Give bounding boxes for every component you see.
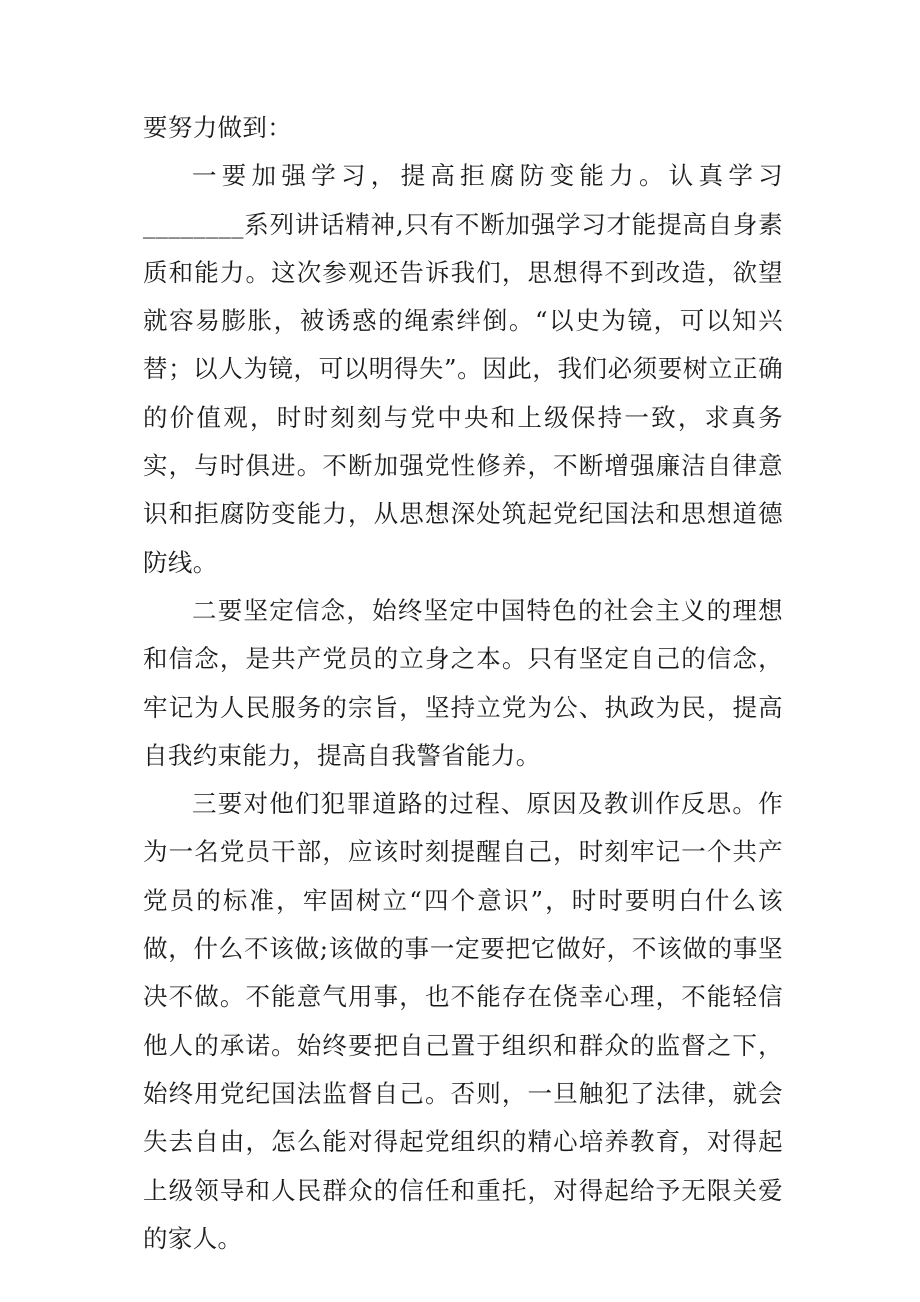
paragraph-point-three: 三要对他们犯罪道路的过程、原因及教训作反思。作为一名党员干部，应该时刻提醒自己，时刻牢记一个共产党员的标准，牢固树立“四个意识”，时时要明白什么该做，什么不该做;该做的事一定要把它做好，不该做的事坚决不做。不能意气用事，也不能存在侥幸心理，不能轻信他人的承诺。始终要把自己置于组织和群众的监督之下，始终用党纪国法监督自己。否则，一旦触犯了法律，就会失去自由，怎么能对得起党组织的精心培养教育，对得起上级领导和人民群众的信任和重托，对得起给予无限关爱的家人。: [143, 789, 783, 1253]
paragraph-intro: 要努力做到：: [143, 113, 293, 142]
paragraph-point-two: 二要坚定信念，始终坚定中国特色的社会主义的理想和信念，是共产党员的立身之本。只有坚定自己的信念，牢记为人民服务的宗旨，坚持立党为公、执政为民，提高自我约束能力，提高自我警省能力。: [143, 595, 783, 770]
document-body: [143, 104, 783, 1263]
paragraph-point-one: 一要加强学习，提高拒腐防变能力。认真学习________系列讲话精神,只有不断加强学习才能提高自身素质和能力。这次参观还告诉我们，思想得不到改造，欲望就容易膨胀，被诱惑的绳索绊倒。“以史为镜，可以知兴替；以人为镜，可以明得失”。因此，我们必须要树立正确的价值观，时时刻刻与党中央和上级保持一致，求真务实，与时俱进。不断加强党性修养，不断增强廉洁自律意识和拒腐防变能力，从思想深处筑起党纪国法和思想道德防线。: [143, 161, 783, 577]
